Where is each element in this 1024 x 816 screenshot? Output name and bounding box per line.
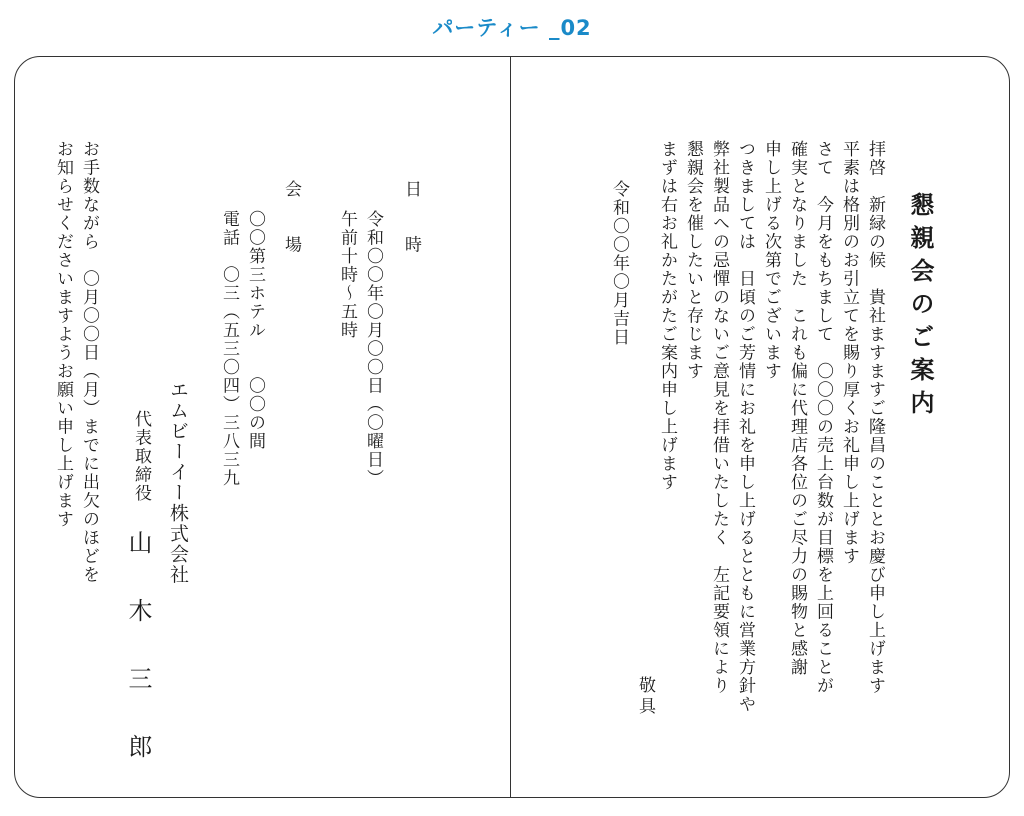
letter-line-9: まずは右お礼かたがたご案内申し上げます xyxy=(657,140,677,492)
letter-line-6: つきましては 日頃のご芳情にお礼を申し上げるとともに営業方針や xyxy=(735,140,755,714)
letter-heading: 懇親会のご案内 xyxy=(906,192,935,423)
company-name: エムビーイー株式会社 xyxy=(167,380,189,585)
fold-line xyxy=(510,56,511,798)
letter-closing: 敬具 xyxy=(635,676,655,718)
letter-date: 令和〇〇年〇月吉日 xyxy=(609,180,629,347)
letter-line-1: 拝啓 新緑の候 貴社ますますご隆昌のこととお慶び申し上げます xyxy=(865,140,885,695)
rsvp-line-1: お手数ながら 〇月〇〇日（月）までに出欠のほどを xyxy=(79,140,99,584)
signer-name: 山 木 三 郎 xyxy=(124,530,152,768)
date-line-1: 令和〇〇年〇月〇〇日（〇曜日） xyxy=(363,210,383,488)
letter-line-8: 懇親会を催したいと存じます xyxy=(683,140,703,381)
venue-label: 会 場 xyxy=(281,180,301,254)
letter-line-2: 平素は格別のお引立てを賜り厚くお礼申し上げます xyxy=(839,140,859,566)
date-line-2: 午前十時～五時 xyxy=(337,210,357,340)
signer-title: 代表取締役 xyxy=(131,410,151,503)
rsvp-line-2: お知らせくださいますようお願い申し上げます xyxy=(53,140,73,529)
venue-line-2: 電話 〇三（五三〇四）三八三九 xyxy=(219,210,239,488)
letter-line-7: 弊社製品への忌憚のないご意見を拝借いたしたく 左記要領により xyxy=(709,140,729,695)
letter-line-4: 確実となりました これも偏に代理店各位のご尽力の賜物と感謝 xyxy=(787,140,807,677)
date-label: 日 時 xyxy=(401,180,421,254)
letter-line-3: さて 今月をもちまして 〇〇〇の売上台数が目標を上回ることが xyxy=(813,140,833,695)
venue-line-1: 〇〇第三ホテル 〇〇の間 xyxy=(245,210,265,451)
letter-line-5: 申し上げる次第でございます xyxy=(761,140,781,381)
page-title: パーティー _02 xyxy=(432,16,592,40)
invitation-card xyxy=(14,56,1010,798)
